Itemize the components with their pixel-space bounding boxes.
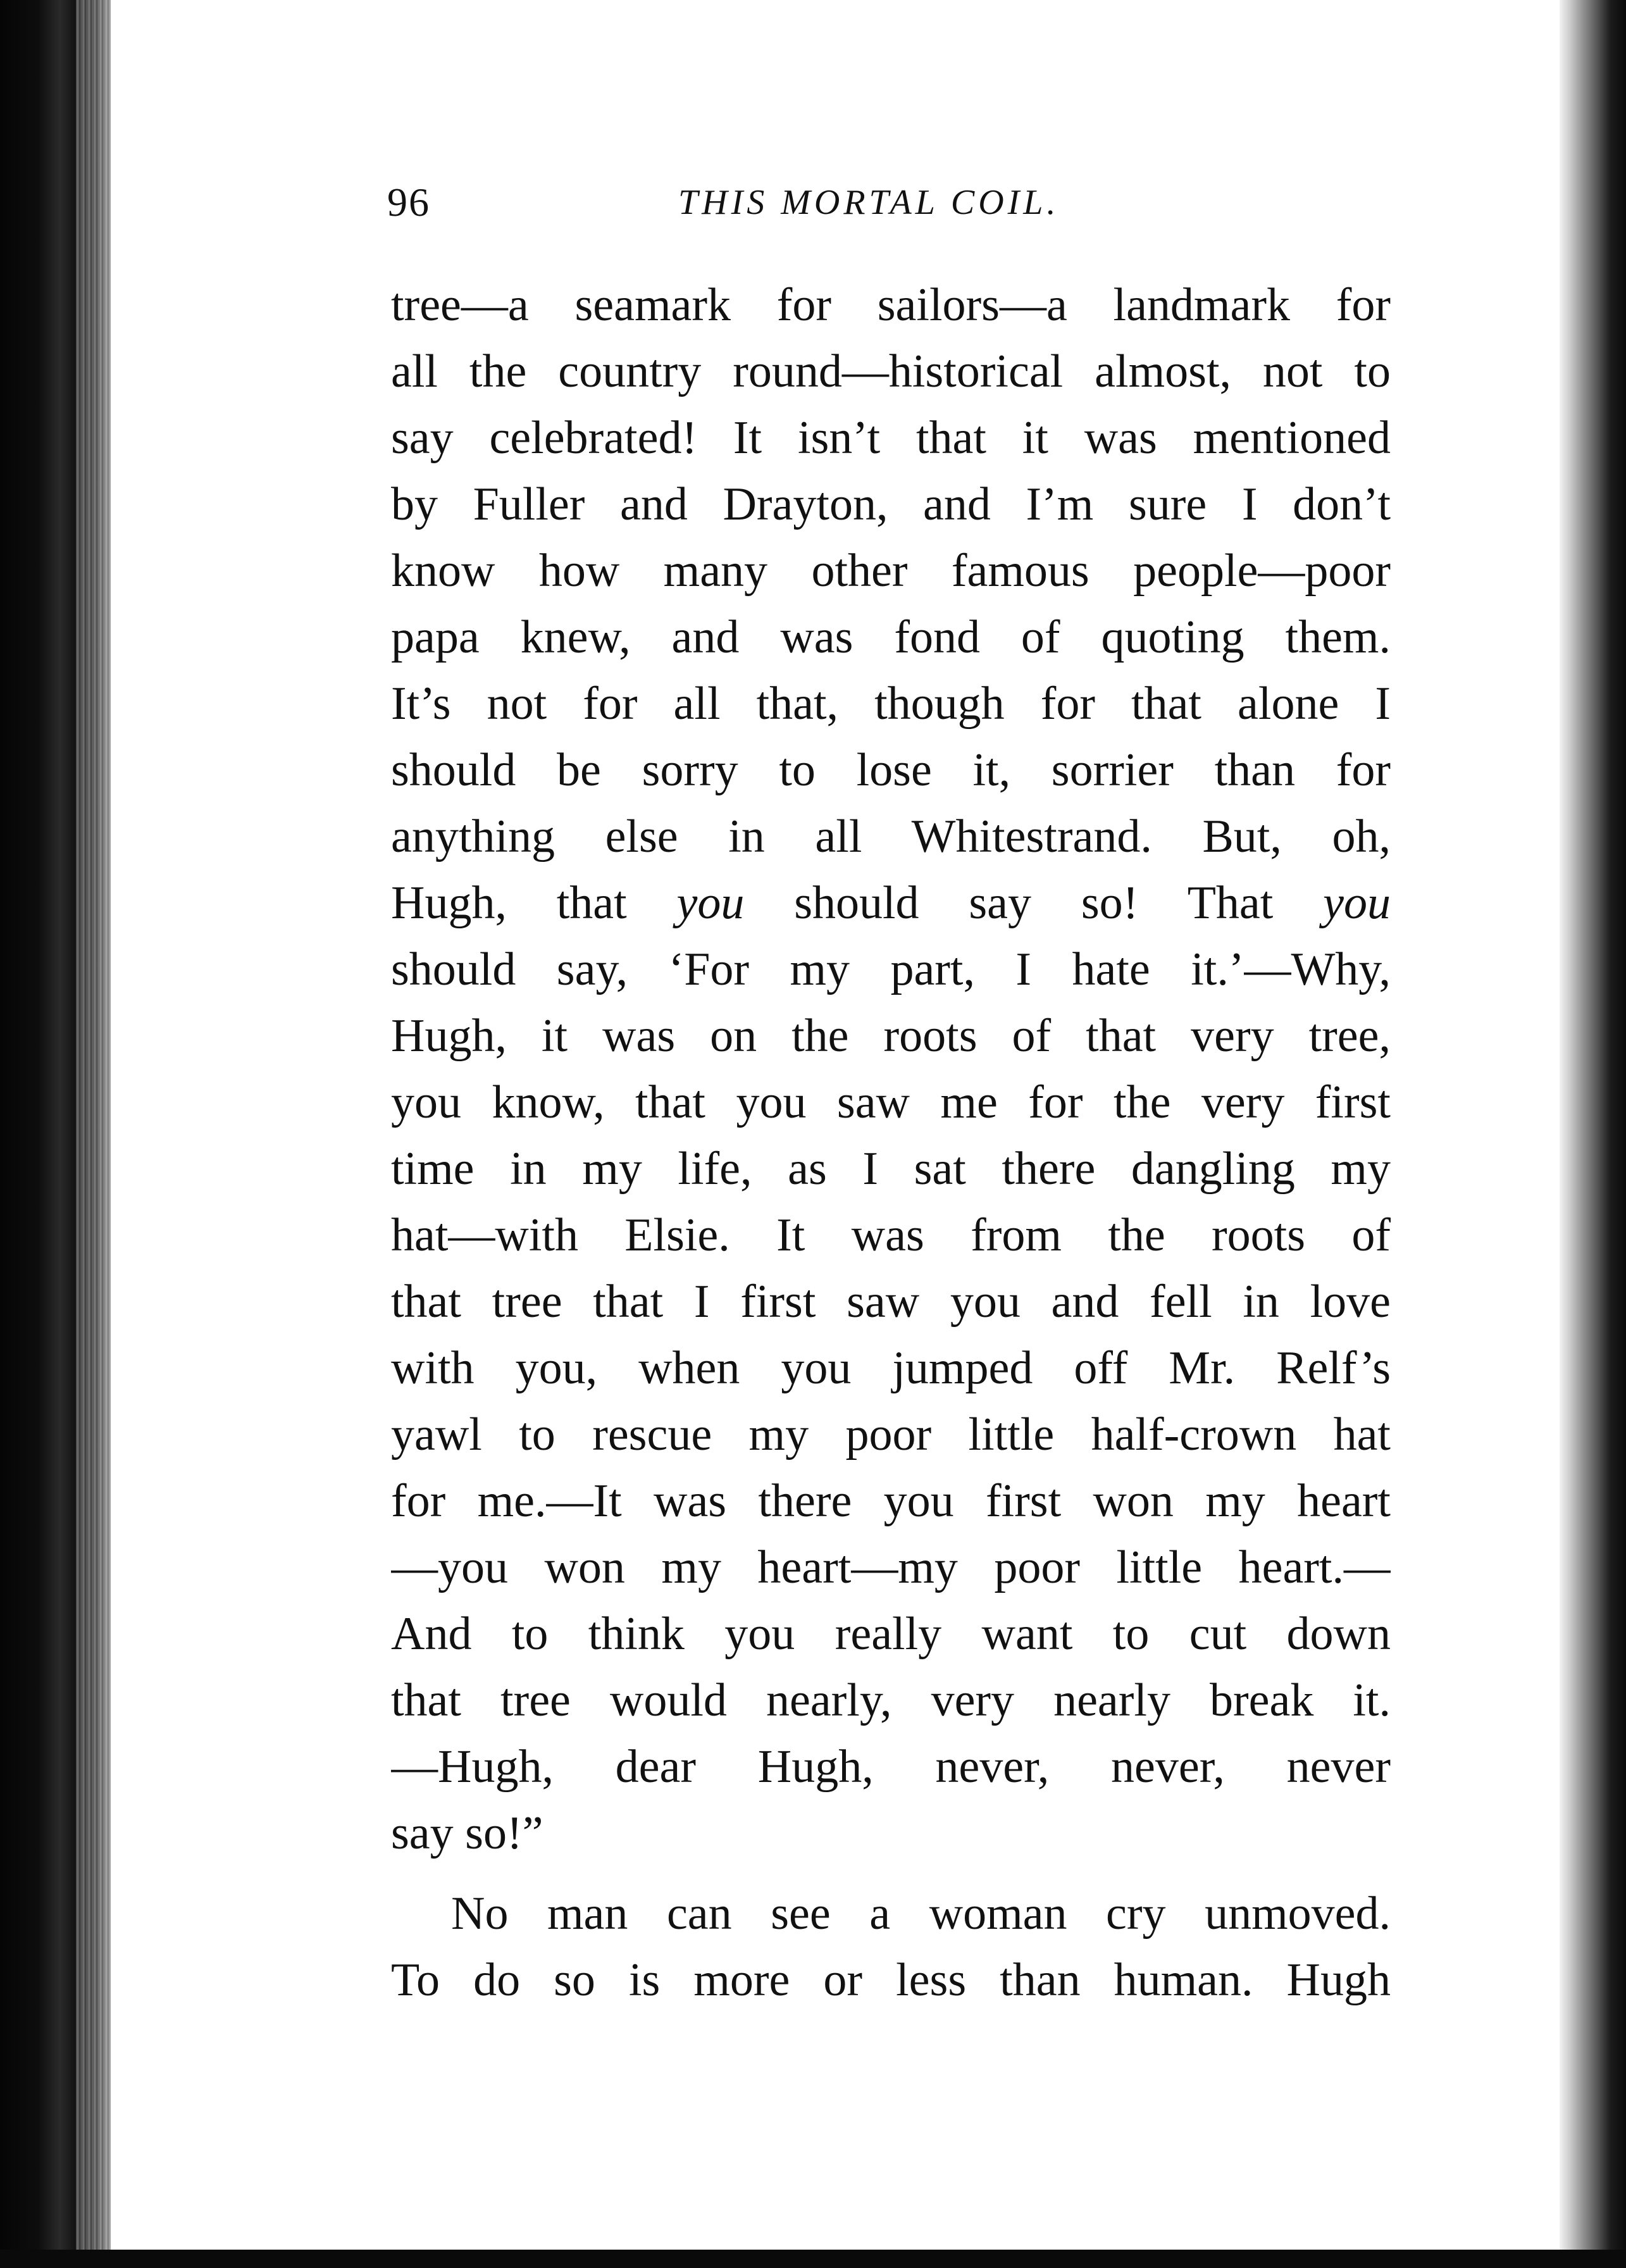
text-line [391, 870, 1391, 937]
right-spine-shadow [1560, 0, 1626, 2268]
text-line: Hugh, it was on the roots of that very tree, [391, 1010, 1391, 1062]
text-line: hat—with Elsie. It was from the roots of [391, 1209, 1391, 1261]
text-line: that tree that I first saw you and fell in love [391, 1276, 1391, 1328]
page-edges [76, 0, 114, 2268]
emphasis-you: you [676, 877, 745, 929]
text-line: for me.—It was there you first won my heart [391, 1475, 1391, 1527]
text-line: by Fuller and Drayton, and I’m sure I don’t [391, 478, 1391, 530]
text-line: tree—a seamark for sailors—a landmark for [391, 279, 1391, 331]
text-line: And to think you really want to cut down [391, 1608, 1391, 1660]
text-line: all the country round—historical almost, not to [391, 346, 1391, 397]
text-line: say so!” [391, 1807, 543, 1859]
text-line: time in my life, as I sat there dangling my [391, 1143, 1391, 1195]
text-line: yawl to rescue my poor little half-crown hat [391, 1409, 1391, 1461]
running-title: THIS MORTAL COIL. [678, 183, 1060, 222]
emphasis-you: you [1323, 877, 1391, 929]
page-number: 96 [387, 180, 430, 225]
text-line: should say, ‘For my part, I hate it.’—Why, [391, 944, 1391, 995]
text-line: It’s not for all that, though for that alone I [391, 678, 1391, 730]
text-line: that tree would nearly, very nearly break it. [391, 1674, 1391, 1726]
bottom-edge [0, 2250, 1626, 2268]
text-line: anything else in all Whitestrand. But, oh, [391, 811, 1391, 863]
text-line: To do so is more or less than human. Hugh [391, 1954, 1391, 2006]
text-line: you know, that you saw me for the very first [391, 1076, 1391, 1128]
page-header [387, 177, 1418, 228]
text-line: —Hugh, dear Hugh, never, never, never [391, 1741, 1391, 1793]
paragraph-gap [391, 1867, 1391, 1881]
text-line: with you, when you jumped off Mr. Relf’s [391, 1342, 1391, 1394]
text-line: papa knew, and was fond of quoting them. [391, 611, 1391, 663]
text-line: say celebrated! It isn’t that it was mentioned [391, 412, 1391, 464]
text-segment: should say so! That [744, 877, 1324, 929]
text-line: —you won my heart—my poor little heart.— [391, 1542, 1391, 1593]
text-line: No man can see a woman cry unmoved. [451, 1888, 1391, 1940]
body-text [391, 272, 1391, 2014]
text-segment: Hugh, that [391, 877, 677, 929]
text-line: should be sorry to lose it, sorrier than for [391, 744, 1391, 796]
text-line: know how many other famous people—poor [391, 545, 1391, 597]
